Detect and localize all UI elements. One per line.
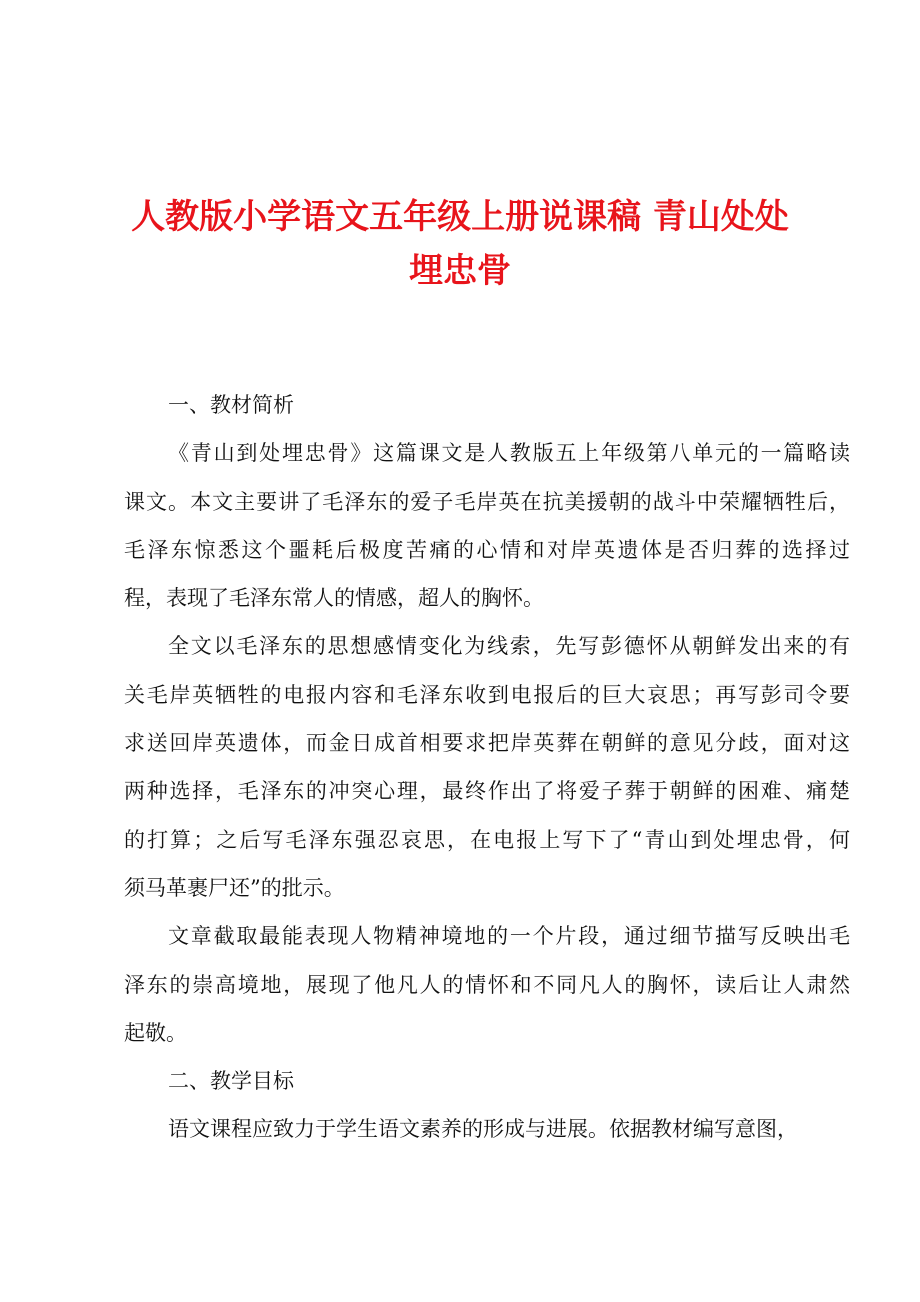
text-line: 程，表现了毛泽东常人的情感，超人的胸怀。 (124, 586, 544, 611)
text-line: 文章截取最能表现人物精神境地的一个片段，通过细节描写反映出毛 (168, 924, 850, 949)
text-line: 全文以毛泽东的思想感情变化为线索，先写彭德怀从朝鲜发出来的有 (168, 634, 850, 659)
text-line: 求送回岸英遗体，而金日成首相要求把岸英葬在朝鲜的意见分歧，面对这 (124, 731, 850, 756)
document-title (60, 190, 860, 298)
paragraph (124, 622, 850, 912)
paragraph (124, 912, 850, 1057)
title-line-2: 埋忠骨 (409, 251, 511, 291)
text-line: 起敬。 (124, 1020, 187, 1045)
paragraph (124, 429, 850, 622)
text-line: 语文课程应致力于学生语文素养的形成与进展。依据教材编写意图， (168, 1117, 798, 1142)
text-line: 须马革裹尸还”的批示。 (124, 875, 345, 900)
title-line-1: 人教版小学语文五年级上册说课稿 青山处处 (131, 197, 789, 237)
paragraph (124, 381, 850, 429)
paragraph (124, 1057, 850, 1105)
text-line: 两种选择，毛泽东的冲突心理，最终作出了将爱子葬于朝鲜的困难、痛楚 (124, 779, 850, 804)
text-line: 《青山到处埋忠骨》这篇课文是人教版五上年级第八单元的一篇略读 (168, 441, 850, 466)
text-line: 关毛岸英牺牲的电报内容和毛泽东收到电报后的巨大哀思；再写彭司令要 (124, 682, 850, 707)
text-line: 课文。本文主要讲了毛泽东的爱子毛岸英在抗美援朝的战斗中荣耀牺牲后， (124, 489, 850, 514)
text-line: 毛泽东惊悉这个噩耗后极度苦痛的心情和对岸英遗体是否归葬的选择过 (124, 537, 850, 562)
text-line: 一、教材简析 (168, 393, 294, 417)
text-line: 的打算；之后写毛泽东强忍哀思，在电报上写下了“青山到处埋忠骨，何 (124, 827, 850, 852)
paragraph (124, 1105, 850, 1153)
document-body (124, 381, 850, 1154)
text-line: 二、教学目标 (168, 1069, 294, 1094)
text-line: 泽东的崇高境地，展现了他凡人的情怀和不同凡人的胸怀，读后让人肃然 (124, 972, 850, 997)
